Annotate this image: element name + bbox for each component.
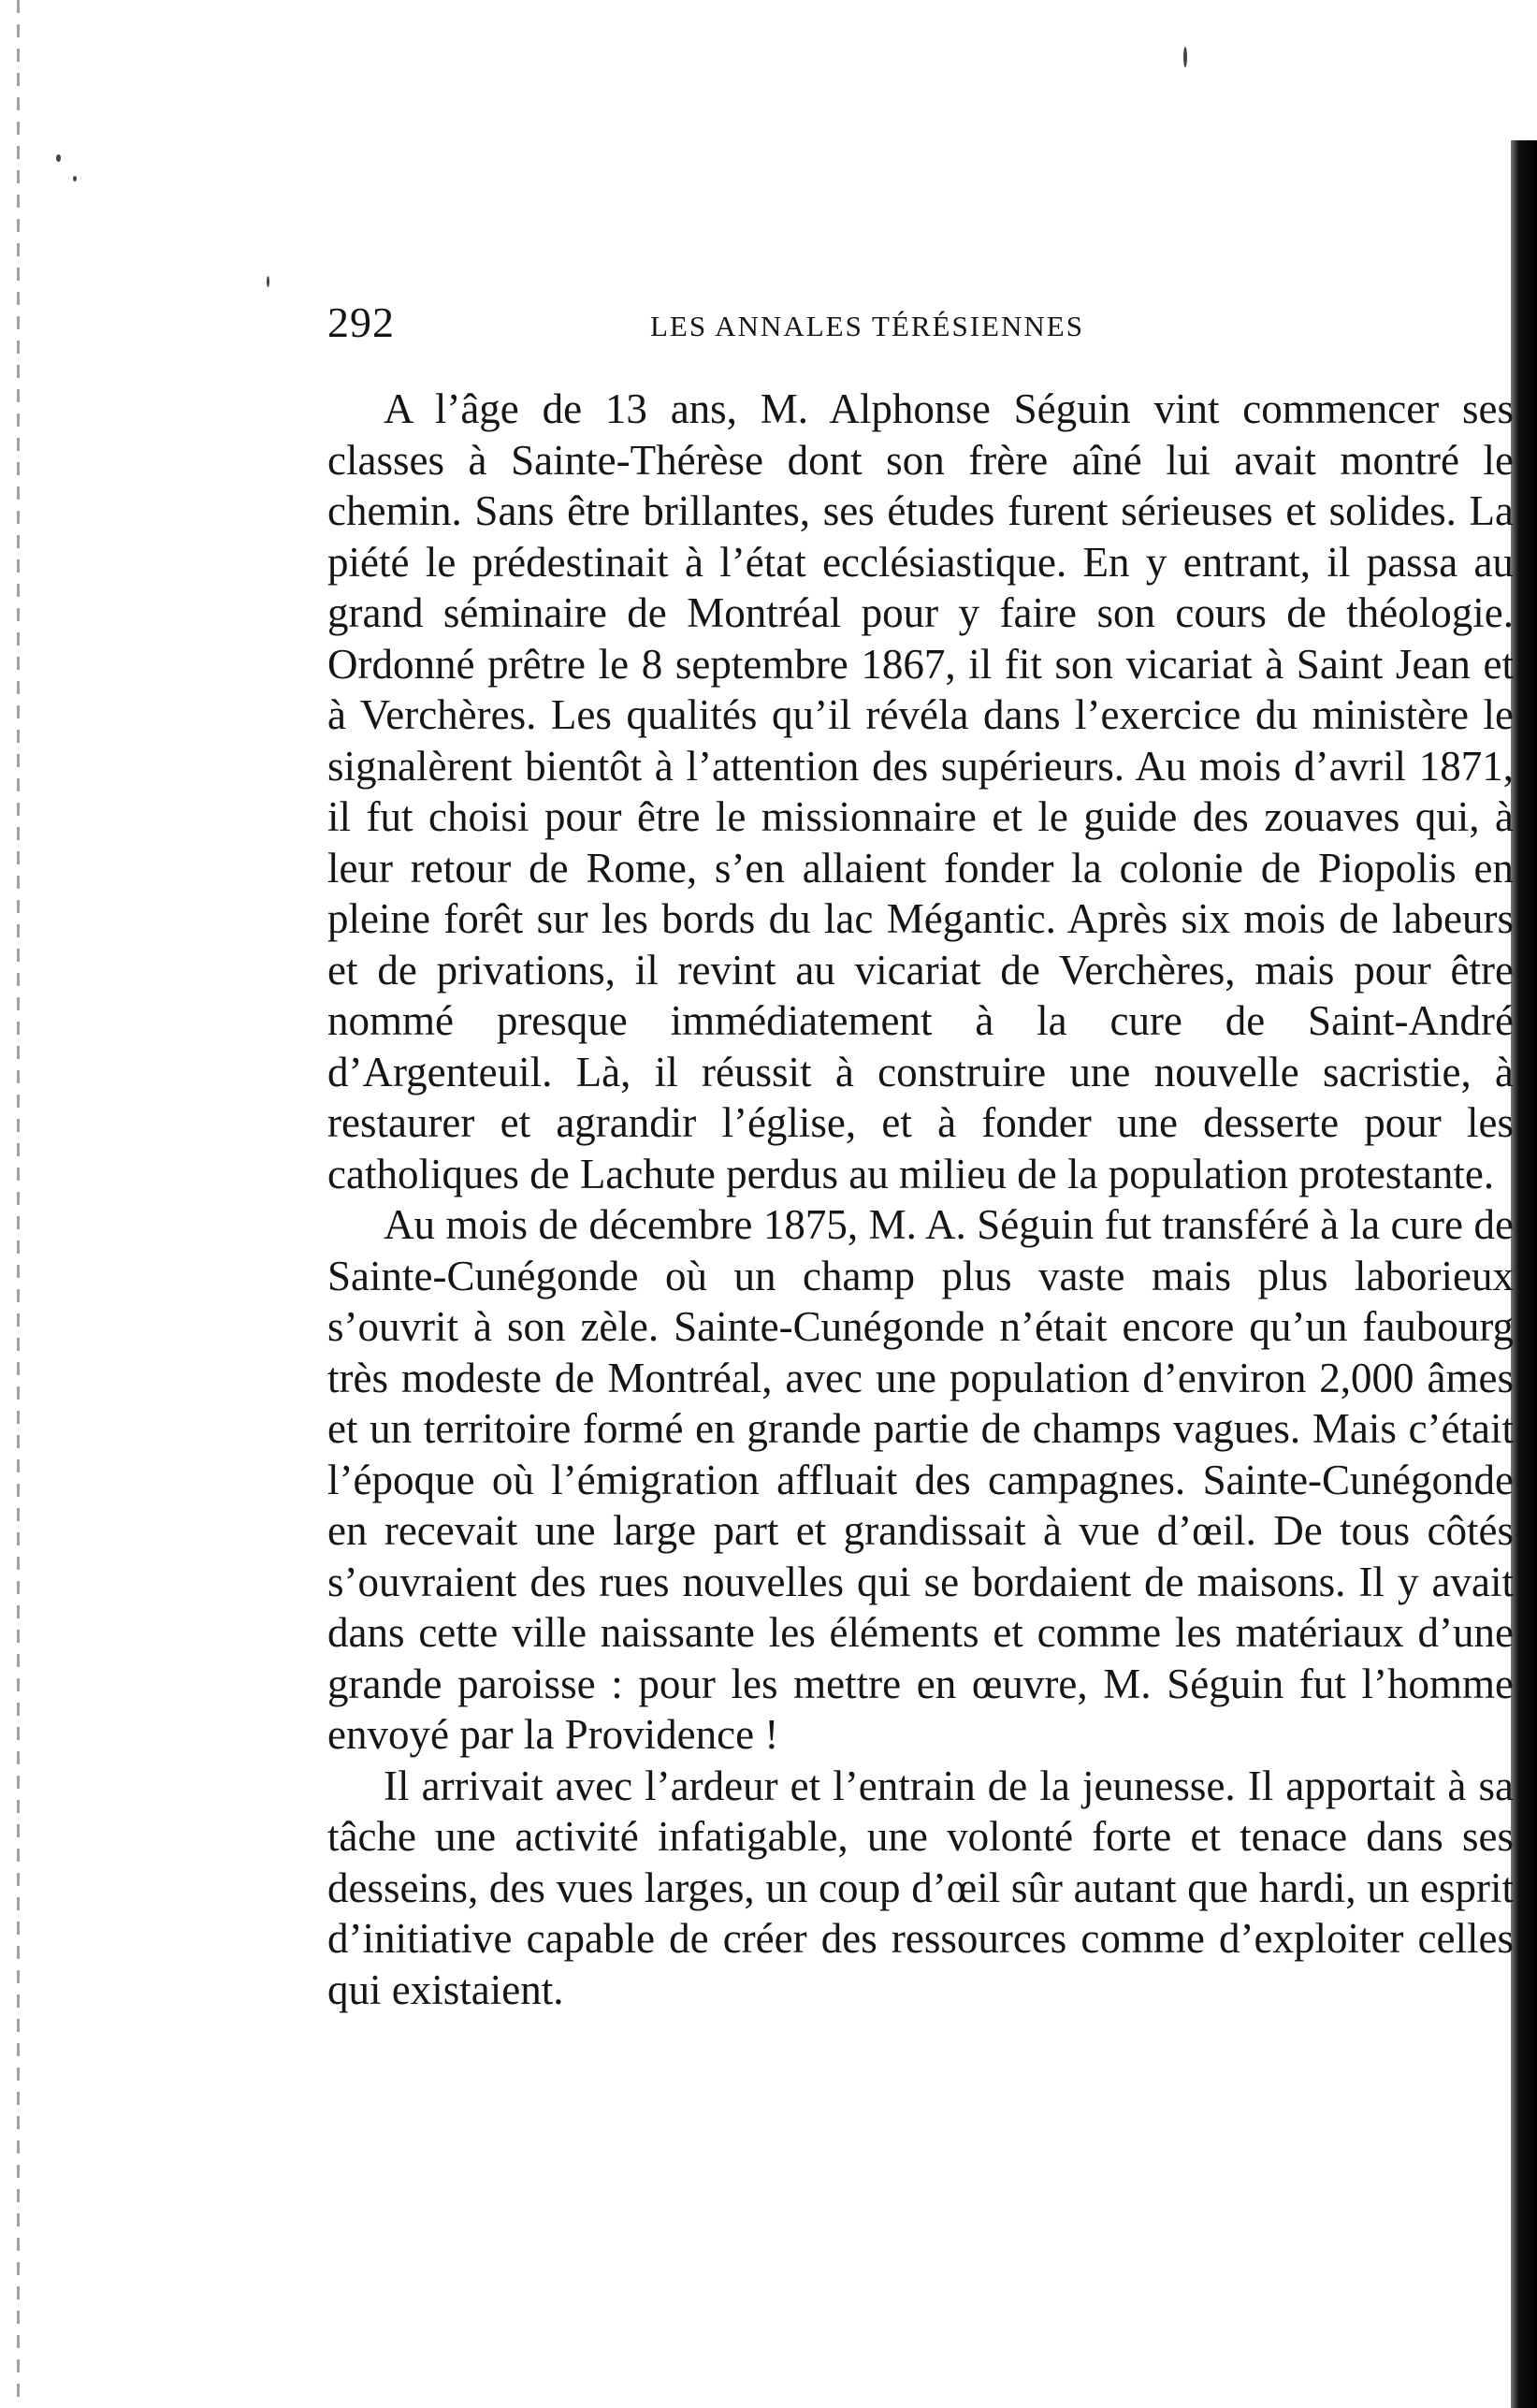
scan-speck [56,154,61,162]
page-number: 292 [327,298,395,346]
scan-speck [1183,47,1187,67]
page-gutter-shadow [1511,140,1537,2408]
binding-edge [17,0,20,2408]
page-header [327,297,1263,344]
scan-speck [73,176,77,181]
paragraph-1: A l’âge de 13 ans, M. Alphonse Séguin vint commencer ses classes à Sainte-Thérèse dont son frère aîné lui avait montré le chemin. Sans être brillantes, ses études furent sérieuses et solides. La piété le prédestinait à l’état ecclésiastique. En y entrant, il passa au grand séminaire de Montréal pour y faire son cours de théologie. Ordonné prêtre le 8 septembre 1867, il fit son vicariat à Saint Jean et à Verchères. Les qualités qu’il révéla dans l’exercice du ministère le signalèrent bientôt à l’attention des supérieurs. Au mois d’avril 1871, il fut choisi pour être le missionnaire et le guide des zouaves qui, à leur retour de Rome, s’en allaient fonder la colonie de Piopolis en pleine forêt sur les bords du lac Mégantic. Après six mois de labeurs et de privations, il revint au vicariat de Verchères, mais pour être nommé presque immédiatement à la cure de Saint-André d’Argenteuil. Là, il réussit à construire une nouvelle sacristie, à restaurer et agrandir l’église, et à fonder une desserte pour les catholiques de Lachute perdus au milieu de la population protestante. [327,385,1514,1197]
running-title: LES ANNALES TÉRÉSIENNES [650,310,1084,342]
paragraph-3: Il arrivait avec l’ardeur et l’entrain de la jeunesse. Il apportait à sa tâche une activité infatigable, une volonté forte et tenace dans ses desseins, des vues larges, un coup d’œil sûr autant que hardi, un esprit d’initiative capable de créer des ressources comme d’exploiter celles qui existaient. [327,1762,1514,2013]
scan-speck [267,276,269,287]
paragraph-2: Au mois de décembre 1875, M. A. Séguin fut transféré à la cure de Sainte-Cunégonde où un champ plus vaste mais plus laborieux s’ouvrit à son zèle. Sainte-Cunégonde n’était encore qu’un faubourg très modeste de Montréal, avec une population d’environ 2,000 âmes et un territoire formé en grande partie de champs vagues. Mais c’était l’époque où l’émigration affluait des campagnes. Sainte-Cunégonde en recevait une large part et grandissait à vue d’œil. De tous côtés s’ouvraient des rues nouvelles qui se bordaient de maisons. Il y avait dans cette ville naissante les éléments et comme les matériaux d’une grande paroisse : pour les mettre en œuvre, M. Séguin fut l’homme envoyé par la Providence ! [327,1201,1514,1758]
body-text [327,384,1514,2015]
